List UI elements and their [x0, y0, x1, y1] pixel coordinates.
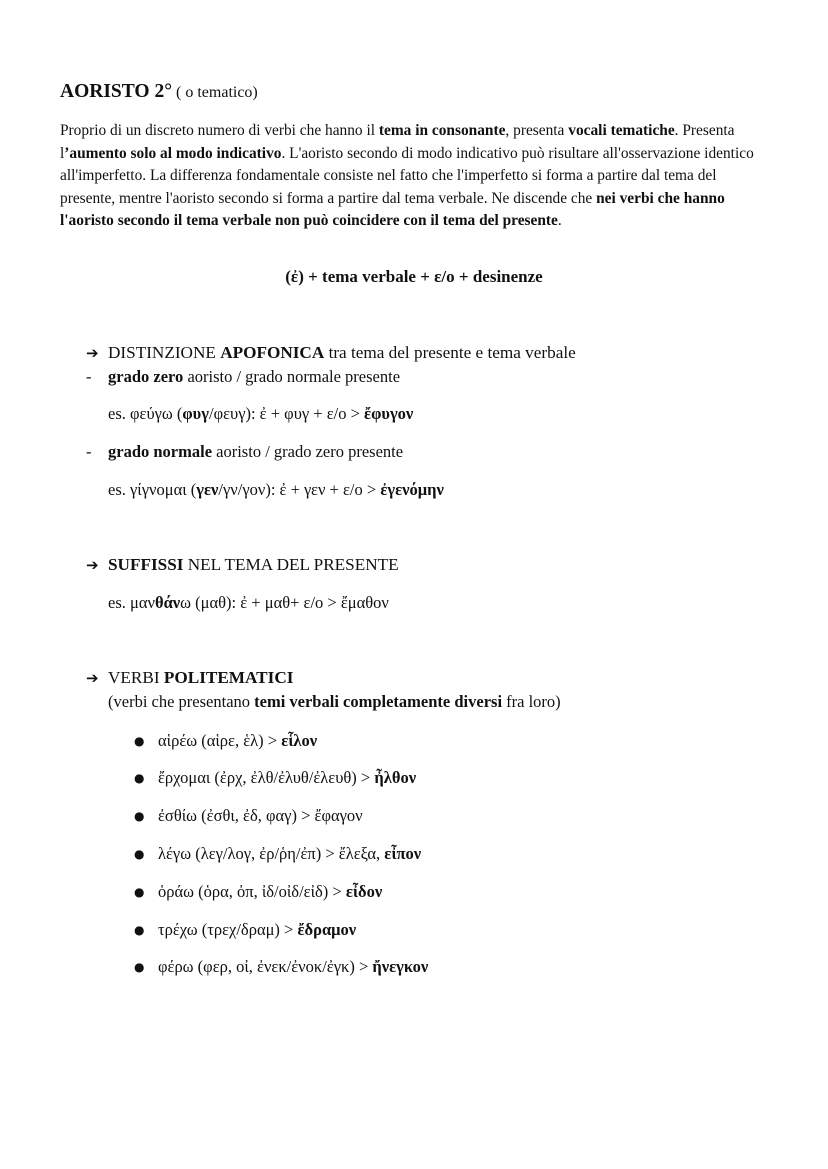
example-bold: ἔφυγον [364, 404, 414, 423]
verb-text: ἔρχομαι (ἐρχ, ἐλθ/ἐλυθ/ἐλευθ) > [158, 768, 375, 787]
example-grado-normale [108, 479, 444, 501]
list-item-verb [134, 956, 428, 978]
verb-aorist: εἶδον [345, 882, 383, 901]
bullet-icon: ● [134, 885, 145, 899]
section-heading-bold: APOFONICA [220, 343, 325, 362]
aorist-formula: (ἐ) + tema verbale + ε/ο + desinenze [285, 267, 543, 286]
example-text: ω (μαθ): ἐ + μαθ+ ε/ο > ἔμαθον [180, 593, 389, 612]
list-item-verb [134, 767, 416, 789]
list-item-grado-zero [86, 366, 400, 388]
example-bold: γεν [196, 480, 219, 499]
intro-paragraph [60, 120, 772, 233]
page-title [60, 80, 258, 105]
bullet-icon: ● [134, 734, 145, 748]
verb-text: αἱρέω (αἱρε, ἑλ) > [158, 731, 282, 750]
arrow-icon: ➔ [86, 344, 99, 362]
section-heading-text: tra tema del presente e tema verbale [324, 343, 576, 362]
list-item-verb [134, 919, 356, 941]
bullet-icon: ● [134, 960, 145, 974]
list-item-verb [134, 805, 363, 827]
item-text: aoristo / grado normale presente [183, 367, 401, 386]
item-bold: grado zero [108, 367, 184, 386]
arrow-icon: ➔ [86, 556, 99, 574]
section-suffissi-heading [86, 554, 399, 576]
example-text: es. φεύγω ( [108, 404, 183, 423]
arrow-icon: ➔ [86, 669, 99, 687]
verb-aorist: ἔδραμον [297, 920, 357, 939]
verb-text: ὁράω (ὁρα, ὀπ, ἰδ/οἰδ/εἰδ) > [158, 882, 346, 901]
section-heading-bold: POLITEMATICI [163, 668, 294, 687]
example-text: /γν/γον): ἐ + γεν + ε/ο > [218, 480, 381, 499]
bullet-icon: ● [134, 923, 145, 937]
intro-bold-3: ’aumento solo al modo indicativo [64, 144, 282, 162]
intro-text-3: . Presenta l [60, 122, 735, 162]
bullet-icon: ● [134, 771, 145, 785]
intro-text-1: Proprio di un discreto numero di verbi che hanno il [60, 122, 379, 139]
desc-text: (verbi che presentano [108, 692, 255, 711]
title-main: AORISTO 2° [60, 81, 173, 102]
example-bold: φυγ [182, 404, 209, 423]
item-bold: grado normale [108, 442, 213, 461]
section-politematici-heading [86, 667, 293, 689]
verb-aorist: ἤνεγκον [372, 957, 429, 976]
verb-aorist: ἦλθον [374, 768, 417, 787]
example-bold: θάν [154, 593, 181, 612]
dash-marker: - [86, 442, 92, 461]
section-heading-bold: SUFFISSI [108, 555, 184, 574]
example-text: es. γίγνομαι ( [108, 480, 197, 499]
example-text: es. μαν [108, 593, 155, 612]
intro-bold-2: vocali tematiche [568, 122, 675, 139]
desc-text: fra loro) [502, 692, 561, 711]
intro-text-4: . L'aoristo secondo di modo indicativo può risultare all'osservazione identico all'imperfetto. La differenza fondamentale consiste nel fatto che l'imperfetto si forma a partire dal tema del presente, mentre l'aoristo secondo si forma a partire dal tema verbale. Ne discende che [60, 144, 754, 207]
example-bold: ἐγενόμην [380, 480, 444, 499]
list-item-grado-normale [86, 441, 403, 463]
section-heading-text: NEL TEMA DEL PRESENTE [183, 555, 399, 574]
verb-aorist: εἷλον [281, 731, 318, 750]
section-heading-text: DISTINZIONE [108, 343, 221, 362]
intro-bold-4: nei verbi che hanno l'aoristo secondo il tema verbale non può coincidere con il tema del presente [60, 189, 725, 229]
verb-aorist: εἶπον [384, 844, 422, 863]
list-item-verb [134, 843, 421, 865]
intro-text-5: . [557, 212, 562, 229]
verb-text: φέρω (φερ, οἰ, ἐνεκ/ἐνοκ/ἐγκ) > [158, 957, 373, 976]
desc-bold: temi verbali completamente diversi [254, 692, 503, 711]
bullet-icon: ● [134, 847, 145, 861]
item-text: aoristo / grado zero presente [212, 442, 404, 461]
dash-marker: - [86, 367, 92, 386]
list-item-verb [134, 730, 317, 752]
example-grado-zero [108, 403, 413, 425]
bullet-icon: ● [134, 809, 145, 823]
list-item-verb [134, 881, 382, 903]
verb-text: τρέχω (τρεχ/δραμ) > [158, 920, 298, 939]
verb-text: λέγω (λεγ/λογ, ἐρ/ῥη/ἐπ) > ἔλεξα, [158, 844, 385, 863]
politematici-description [108, 691, 561, 713]
example-suffissi [108, 592, 389, 614]
intro-text-2: , presenta [505, 122, 569, 139]
example-text: /φευγ): ἐ + φυγ + ε/ο > [208, 404, 365, 423]
verb-text: ἐσθίω (ἐσθι, ἐδ, φαγ) > ἔφαγον [158, 806, 363, 825]
title-subtitle: ( o tematico) [172, 84, 258, 101]
section-apofonica-heading [86, 342, 576, 364]
section-heading-text: VERBI [108, 668, 164, 687]
intro-bold-1: tema in consonante [378, 122, 506, 139]
